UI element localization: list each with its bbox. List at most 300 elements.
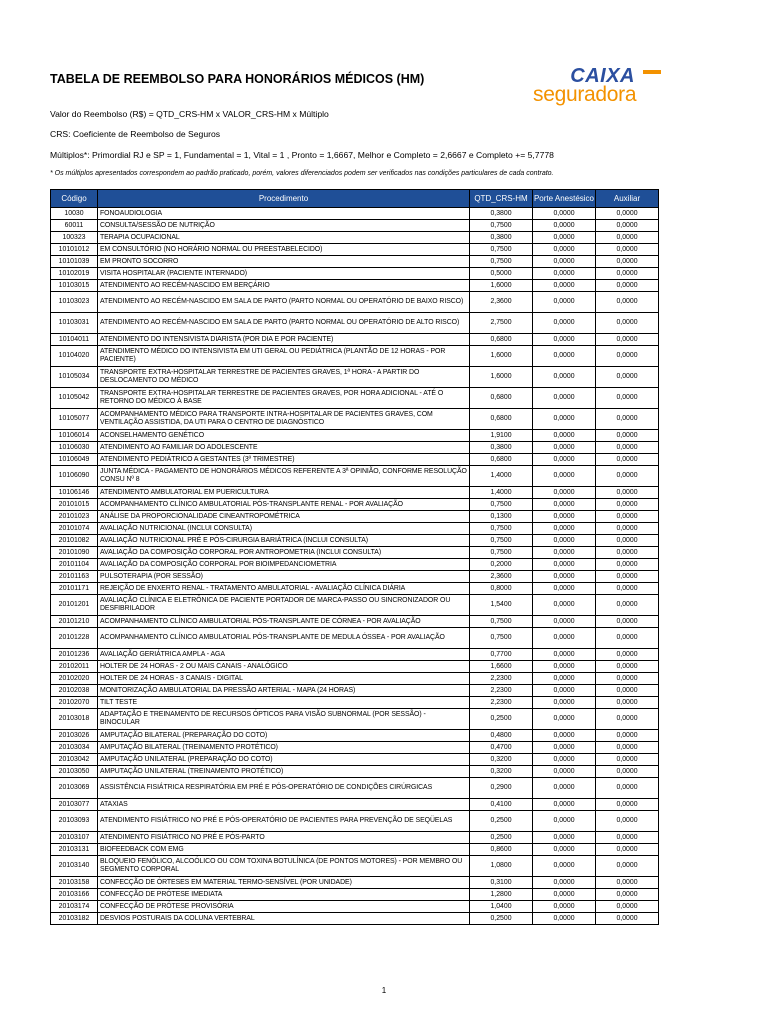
table-row [51, 559, 659, 571]
cell-procedimento: TILT TESTE [98, 697, 470, 709]
cell-porte-anestesico: 0,0000 [533, 244, 596, 256]
table-row [51, 208, 659, 220]
cell-procedimento: ATENDIMENTO FISIÁTRICO NO PRÉ E PÓS-OPERATÓRIO DE PACIENTES PARA PREVENÇÃO DE SEQÜELAS [98, 811, 470, 832]
cell-qtd-crs-hm: 0,6800 [470, 334, 533, 346]
table-row [51, 220, 659, 232]
cell-qtd-crs-hm: 0,4100 [470, 799, 533, 811]
cell-auxiliar: 0,0000 [596, 778, 659, 799]
cell-qtd-crs-hm: 0,3800 [470, 208, 533, 220]
cell-qtd-crs-hm: 1,6000 [470, 280, 533, 292]
table-row [51, 889, 659, 901]
cell-qtd-crs-hm: 1,2800 [470, 889, 533, 901]
table-row [51, 232, 659, 244]
table-row [51, 649, 659, 661]
cell-qtd-crs-hm: 2,3600 [470, 571, 533, 583]
cell-auxiliar: 0,0000 [596, 409, 659, 430]
cell-codigo: 20101015 [51, 499, 98, 511]
cell-porte-anestesico: 0,0000 [533, 778, 596, 799]
cell-codigo: 20103093 [51, 811, 98, 832]
cell-codigo: 20101201 [51, 595, 98, 616]
cell-porte-anestesico: 0,0000 [533, 709, 596, 730]
cell-qtd-crs-hm: 1,6600 [470, 661, 533, 673]
header-porte-anestesico: Porte Anestésico [533, 190, 596, 208]
table-row [51, 268, 659, 280]
cell-procedimento: PULSOTERAPIA (POR SESSÃO) [98, 571, 470, 583]
cell-auxiliar: 0,0000 [596, 232, 659, 244]
cell-procedimento: ATENDIMENTO AMBULATORIAL EM PUERICULTURA [98, 487, 470, 499]
cell-auxiliar: 0,0000 [596, 388, 659, 409]
cell-codigo: 10106146 [51, 487, 98, 499]
table-header-row [51, 190, 659, 208]
cell-porte-anestesico: 0,0000 [533, 523, 596, 535]
cell-codigo: 10106014 [51, 430, 98, 442]
caixa-seguradora-logo [533, 66, 663, 110]
cell-porte-anestesico: 0,0000 [533, 742, 596, 754]
table-row [51, 367, 659, 388]
cell-auxiliar: 0,0000 [596, 856, 659, 877]
cell-codigo: 10104020 [51, 346, 98, 367]
table-row [51, 583, 659, 595]
cell-procedimento: ACOMPANHAMENTO CLÍNICO AMBULATORIAL PÓS-TRANSPLANTE DE MEDULA ÓSSEA - POR AVALIAÇÃO [98, 628, 470, 649]
cell-procedimento: AMPUTAÇÃO BILATERAL (TREINAMENTO PROTÉTICO) [98, 742, 470, 754]
cell-qtd-crs-hm: 0,5000 [470, 268, 533, 280]
cell-qtd-crs-hm: 0,7500 [470, 523, 533, 535]
multipliers-line: Múltiplos*: Primordial RJ e SP = 1, Fundamental = 1, Vital = 1 , Pronto = 1,6667, Melhor e Completo = 2,6667 e Completo += 5,7778 [50, 150, 554, 160]
cell-qtd-crs-hm: 0,2500 [470, 709, 533, 730]
cell-codigo: 20102038 [51, 685, 98, 697]
cell-qtd-crs-hm: 2,2300 [470, 697, 533, 709]
cell-porte-anestesico: 0,0000 [533, 730, 596, 742]
cell-codigo: 10105077 [51, 409, 98, 430]
cell-auxiliar: 0,0000 [596, 901, 659, 913]
table-body [51, 208, 659, 925]
cell-qtd-crs-hm: 0,6800 [470, 388, 533, 409]
table-row [51, 811, 659, 832]
cell-auxiliar: 0,0000 [596, 697, 659, 709]
cell-procedimento: CONFECÇÃO DE ÓRTESES EM MATERIAL TERMO-SENSÍVEL (POR UNIDADE) [98, 877, 470, 889]
cell-qtd-crs-hm: 0,3200 [470, 754, 533, 766]
table-row [51, 511, 659, 523]
cell-qtd-crs-hm: 0,8600 [470, 844, 533, 856]
cell-procedimento: ASSISTÊNCIA FISIÁTRICA RESPIRATÓRIA EM PRÉ E PÓS-OPERATÓRIO DE CONDIÇÕES CIRÚRGICAS [98, 778, 470, 799]
table-row [51, 280, 659, 292]
cell-procedimento: ATAXIAS [98, 799, 470, 811]
cell-procedimento: BLOQUEIO FENÓLICO, ALCOÓLICO OU COM TOXINA BOTULÍNICA (DE PONTOS MOTORES) - POR MEMBRO OU SEGMENTO CORPORAL [98, 856, 470, 877]
cell-procedimento: ATENDIMENTO AO RECÉM-NASCIDO EM BERÇÁRIO [98, 280, 470, 292]
cell-porte-anestesico: 0,0000 [533, 571, 596, 583]
cell-procedimento: EM PRONTO SOCORRO [98, 256, 470, 268]
cell-qtd-crs-hm: 1,5400 [470, 595, 533, 616]
cell-codigo: 60011 [51, 220, 98, 232]
cell-procedimento: TERAPIA OCUPACIONAL [98, 232, 470, 244]
cell-qtd-crs-hm: 0,7700 [470, 649, 533, 661]
table-row [51, 913, 659, 925]
cell-auxiliar: 0,0000 [596, 913, 659, 925]
cell-qtd-crs-hm: 2,3600 [470, 292, 533, 313]
cell-procedimento: ACONSELHAMENTO GENÉTICO [98, 430, 470, 442]
table-row [51, 709, 659, 730]
cell-qtd-crs-hm: 0,4800 [470, 730, 533, 742]
cell-procedimento: ADAPTAÇÃO E TREINAMENTO DE RECURSOS ÓPTICOS PARA VISÃO SUBNORMAL (POR SESSÃO) - BINOCULAR [98, 709, 470, 730]
cell-porte-anestesico: 0,0000 [533, 628, 596, 649]
cell-codigo: 10106090 [51, 466, 98, 487]
cell-codigo: 20103107 [51, 832, 98, 844]
cell-porte-anestesico: 0,0000 [533, 844, 596, 856]
table-row [51, 535, 659, 547]
table-row [51, 454, 659, 466]
cell-qtd-crs-hm: 1,4000 [470, 487, 533, 499]
cell-auxiliar: 0,0000 [596, 334, 659, 346]
cell-qtd-crs-hm: 0,7500 [470, 256, 533, 268]
cell-auxiliar: 0,0000 [596, 754, 659, 766]
cell-procedimento: AVALIAÇÃO CLÍNICA E ELETRÔNICA DE PACIENTE PORTADOR DE MARCA-PASSO OU SINCRONIZADOR OU DESFIBRILADOR [98, 595, 470, 616]
cell-qtd-crs-hm: 0,1300 [470, 511, 533, 523]
cell-porte-anestesico: 0,0000 [533, 268, 596, 280]
cell-codigo: 20101082 [51, 535, 98, 547]
cell-porte-anestesico: 0,0000 [533, 313, 596, 334]
logo-caixa-text: CAIXA [570, 65, 635, 87]
cell-porte-anestesico: 0,0000 [533, 346, 596, 367]
table-row [51, 730, 659, 742]
cell-porte-anestesico: 0,0000 [533, 208, 596, 220]
cell-codigo: 10103023 [51, 292, 98, 313]
cell-porte-anestesico: 0,0000 [533, 901, 596, 913]
cell-auxiliar: 0,0000 [596, 256, 659, 268]
cell-auxiliar: 0,0000 [596, 685, 659, 697]
header-qtd-crs-hm: QTD_CRS-HM [470, 190, 533, 208]
cell-qtd-crs-hm: 1,0400 [470, 901, 533, 913]
cell-procedimento: ACOMPANHAMENTO CLÍNICO AMBULATORIAL PÓS-TRANSPLANTE RENAL - POR AVALIAÇÃO [98, 499, 470, 511]
cell-qtd-crs-hm: 0,2500 [470, 832, 533, 844]
cell-procedimento: VISITA HOSPITALAR (PACIENTE INTERNADO) [98, 268, 470, 280]
reimbursement-table [50, 189, 659, 925]
cell-procedimento: AVALIAÇÃO NUTRICIONAL PRÉ E PÓS-CIRURGIA BARIÁTRICA (INCLUI CONSULTA) [98, 535, 470, 547]
table-row [51, 697, 659, 709]
cell-codigo: 20103182 [51, 913, 98, 925]
cell-porte-anestesico: 0,0000 [533, 559, 596, 571]
cell-procedimento: HOLTER DE 24 HORAS - 3 CANAIS - DIGITAL [98, 673, 470, 685]
cell-porte-anestesico: 0,0000 [533, 388, 596, 409]
cell-procedimento: MONITORIZAÇÃO AMBULATORIAL DA PRESSÃO ARTERIAL - MAPA (24 HORAS) [98, 685, 470, 697]
cell-procedimento: BIOFEEDBACK COM EMG [98, 844, 470, 856]
cell-procedimento: REJEIÇÃO DE ENXERTO RENAL - TRATAMENTO AMBULATORIAL - AVALIAÇÃO CLÍNICA DIÁRIA [98, 583, 470, 595]
cell-procedimento: JUNTA MÉDICA - PAGAMENTO DE HONORÁRIOS MÉDICOS REFERENTE A 3ª OPINIÃO, CONFORME RESOLUÇÃO CONSU Nº 8 [98, 466, 470, 487]
cell-qtd-crs-hm: 0,7500 [470, 616, 533, 628]
header-codigo: Código [51, 190, 98, 208]
cell-auxiliar: 0,0000 [596, 559, 659, 571]
cell-procedimento: ATENDIMENTO FISIÁTRICO NO PRÉ E PÓS-PARTO [98, 832, 470, 844]
cell-porte-anestesico: 0,0000 [533, 409, 596, 430]
cell-porte-anestesico: 0,0000 [533, 466, 596, 487]
cell-auxiliar: 0,0000 [596, 616, 659, 628]
cell-qtd-crs-hm: 1,9100 [470, 430, 533, 442]
table-row [51, 487, 659, 499]
cell-qtd-crs-hm: 1,6000 [470, 367, 533, 388]
cell-auxiliar: 0,0000 [596, 661, 659, 673]
table-row [51, 499, 659, 511]
cell-qtd-crs-hm: 0,6800 [470, 409, 533, 430]
cell-codigo: 100323 [51, 232, 98, 244]
cell-procedimento: ATENDIMENTO DO INTENSIVISTA DIARISTA (POR DIA E POR PACIENTE) [98, 334, 470, 346]
table-row [51, 832, 659, 844]
cell-codigo: 20103026 [51, 730, 98, 742]
cell-auxiliar: 0,0000 [596, 523, 659, 535]
cell-auxiliar: 0,0000 [596, 313, 659, 334]
cell-porte-anestesico: 0,0000 [533, 832, 596, 844]
cell-qtd-crs-hm: 0,7500 [470, 547, 533, 559]
cell-codigo: 10101012 [51, 244, 98, 256]
cell-codigo: 10103015 [51, 280, 98, 292]
cell-codigo: 20101104 [51, 559, 98, 571]
cell-porte-anestesico: 0,0000 [533, 430, 596, 442]
table-row [51, 244, 659, 256]
cell-auxiliar: 0,0000 [596, 292, 659, 313]
cell-auxiliar: 0,0000 [596, 766, 659, 778]
cell-porte-anestesico: 0,0000 [533, 334, 596, 346]
cell-codigo: 20103158 [51, 877, 98, 889]
cell-codigo: 20103131 [51, 844, 98, 856]
cell-qtd-crs-hm: 1,0800 [470, 856, 533, 877]
cell-procedimento: TRANSPORTE EXTRA-HOSPITALAR TERRESTRE DE PACIENTES GRAVES, POR HORA ADICIONAL - ATÉ O RETORNO DO MÉDICO À BASE [98, 388, 470, 409]
cell-codigo: 20103174 [51, 901, 98, 913]
cell-auxiliar: 0,0000 [596, 547, 659, 559]
cell-codigo: 20101074 [51, 523, 98, 535]
cell-procedimento: ATENDIMENTO AO RECÉM-NASCIDO EM SALA DE PARTO (PARTO NORMAL OU OPERATÓRIO DE ALTO RISCO) [98, 313, 470, 334]
cell-auxiliar: 0,0000 [596, 877, 659, 889]
cell-porte-anestesico: 0,0000 [533, 535, 596, 547]
cell-auxiliar: 0,0000 [596, 280, 659, 292]
cell-procedimento: EM CONSULTÓRIO (NO HORÁRIO NORMAL OU PREESTABELECIDO) [98, 244, 470, 256]
cell-procedimento: AMPUTAÇÃO UNILATERAL (PREPARAÇÃO DO COTO) [98, 754, 470, 766]
cell-codigo: 20103042 [51, 754, 98, 766]
cell-codigo: 20103018 [51, 709, 98, 730]
cell-porte-anestesico: 0,0000 [533, 454, 596, 466]
cell-procedimento: HOLTER DE 24 HORAS - 2 OU MAIS CANAIS - ANALÓGICO [98, 661, 470, 673]
cell-porte-anestesico: 0,0000 [533, 583, 596, 595]
table-row [51, 466, 659, 487]
crs-definition: CRS: Coeficiente de Reembolso de Seguros [50, 129, 221, 139]
cell-auxiliar: 0,0000 [596, 454, 659, 466]
cell-codigo: 20103050 [51, 766, 98, 778]
cell-auxiliar: 0,0000 [596, 511, 659, 523]
cell-procedimento: FONOAUDIOLOGIA [98, 208, 470, 220]
cell-codigo: 20103077 [51, 799, 98, 811]
cell-auxiliar: 0,0000 [596, 709, 659, 730]
cell-procedimento: ACOMPANHAMENTO CLÍNICO AMBULATORIAL PÓS-TRANSPLANTE DE CÓRNEA - POR AVALIAÇÃO [98, 616, 470, 628]
cell-procedimento: AVALIAÇÃO DA COMPOSIÇÃO CORPORAL POR BIOIMPEDANCIOMETRIA [98, 559, 470, 571]
cell-porte-anestesico: 0,0000 [533, 367, 596, 388]
cell-qtd-crs-hm: 0,7500 [470, 535, 533, 547]
formula-line: Valor do Reembolso (R$) = QTD_CRS-HM x VALOR_CRS-HM x Múltiplo [50, 109, 329, 119]
cell-procedimento: CONSULTA/SESSÃO DE NUTRIÇÃO [98, 220, 470, 232]
cell-codigo: 20101228 [51, 628, 98, 649]
cell-porte-anestesico: 0,0000 [533, 499, 596, 511]
cell-procedimento: DESVIOS POSTURAIS DA COLUNA VERTEBRAL [98, 913, 470, 925]
cell-codigo: 20102011 [51, 661, 98, 673]
cell-porte-anestesico: 0,0000 [533, 913, 596, 925]
cell-porte-anestesico: 0,0000 [533, 280, 596, 292]
cell-codigo: 20103034 [51, 742, 98, 754]
cell-porte-anestesico: 0,0000 [533, 877, 596, 889]
cell-auxiliar: 0,0000 [596, 649, 659, 661]
cell-porte-anestesico: 0,0000 [533, 856, 596, 877]
cell-auxiliar: 0,0000 [596, 499, 659, 511]
table-row [51, 754, 659, 766]
cell-qtd-crs-hm: 0,2500 [470, 913, 533, 925]
cell-codigo: 10106049 [51, 454, 98, 466]
cell-qtd-crs-hm: 0,2500 [470, 811, 533, 832]
cell-auxiliar: 0,0000 [596, 208, 659, 220]
table-row [51, 628, 659, 649]
table-row [51, 616, 659, 628]
table-row [51, 547, 659, 559]
table-row [51, 685, 659, 697]
table-row [51, 442, 659, 454]
cell-auxiliar: 0,0000 [596, 628, 659, 649]
cell-codigo: 10030 [51, 208, 98, 220]
cell-procedimento: AMPUTAÇÃO BILATERAL (PREPARAÇÃO DO COTO) [98, 730, 470, 742]
cell-codigo: 10105034 [51, 367, 98, 388]
cell-codigo: 20101210 [51, 616, 98, 628]
cell-qtd-crs-hm: 0,2000 [470, 559, 533, 571]
cell-auxiliar: 0,0000 [596, 571, 659, 583]
cell-porte-anestesico: 0,0000 [533, 292, 596, 313]
footnote: * Os múltiplos apresentados correspondem ao padrão praticado, porém, valores diferenciados podem ser verificados nas condições particulares de cada contrato. [50, 170, 554, 177]
cell-porte-anestesico: 0,0000 [533, 811, 596, 832]
cell-codigo: 10103031 [51, 313, 98, 334]
cell-qtd-crs-hm: 0,2900 [470, 778, 533, 799]
cell-auxiliar: 0,0000 [596, 799, 659, 811]
cell-qtd-crs-hm: 0,7500 [470, 244, 533, 256]
cell-codigo: 10105042 [51, 388, 98, 409]
cell-porte-anestesico: 0,0000 [533, 649, 596, 661]
table-row [51, 595, 659, 616]
cell-porte-anestesico: 0,0000 [533, 889, 596, 901]
cell-qtd-crs-hm: 0,3800 [470, 442, 533, 454]
cell-auxiliar: 0,0000 [596, 442, 659, 454]
cell-porte-anestesico: 0,0000 [533, 487, 596, 499]
cell-procedimento: CONFECÇÃO DE PRÓTESE IMEDIATA [98, 889, 470, 901]
cell-procedimento: AMPUTAÇÃO UNILATERAL (TREINAMENTO PROTÉTICO) [98, 766, 470, 778]
cell-codigo: 20101023 [51, 511, 98, 523]
cell-porte-anestesico: 0,0000 [533, 661, 596, 673]
cell-auxiliar: 0,0000 [596, 595, 659, 616]
cell-auxiliar: 0,0000 [596, 583, 659, 595]
cell-procedimento: AVALIAÇÃO NUTRICIONAL (INCLUI CONSULTA) [98, 523, 470, 535]
cell-qtd-crs-hm: 2,2300 [470, 673, 533, 685]
cell-procedimento: AVALIAÇÃO DA COMPOSIÇÃO CORPORAL POR ANTROPOMETRIA (INCLUI CONSULTA) [98, 547, 470, 559]
cell-qtd-crs-hm: 1,4000 [470, 466, 533, 487]
table-row [51, 901, 659, 913]
table-row [51, 523, 659, 535]
logo-accent-bar [643, 70, 661, 74]
cell-procedimento: ACOMPANHAMENTO MÉDICO PARA TRANSPORTE INTRA-HOSPITALAR DE PACIENTES GRAVES, COM VENTILAÇÃO ASSISTIDA, DA UTI PARA O CENTRO DE DIAGNÓSTICO [98, 409, 470, 430]
cell-auxiliar: 0,0000 [596, 889, 659, 901]
cell-auxiliar: 0,0000 [596, 244, 659, 256]
table-row [51, 844, 659, 856]
table-row [51, 334, 659, 346]
cell-qtd-crs-hm: 1,6000 [470, 346, 533, 367]
cell-auxiliar: 0,0000 [596, 742, 659, 754]
table-row [51, 778, 659, 799]
cell-codigo: 20103140 [51, 856, 98, 877]
table-row [51, 799, 659, 811]
cell-codigo: 10101039 [51, 256, 98, 268]
table-row [51, 661, 659, 673]
cell-codigo: 20101236 [51, 649, 98, 661]
table-row [51, 856, 659, 877]
cell-auxiliar: 0,0000 [596, 673, 659, 685]
cell-codigo: 20101171 [51, 583, 98, 595]
cell-qtd-crs-hm: 0,4700 [470, 742, 533, 754]
cell-qtd-crs-hm: 2,2300 [470, 685, 533, 697]
cell-qtd-crs-hm: 0,7500 [470, 220, 533, 232]
cell-porte-anestesico: 0,0000 [533, 799, 596, 811]
cell-codigo: 10106030 [51, 442, 98, 454]
cell-procedimento: AVALIAÇÃO GERIÁTRICA AMPLA - AGA [98, 649, 470, 661]
cell-procedimento: ATENDIMENTO PEDIÁTRICO A GESTANTES (3º TRIMESTRE) [98, 454, 470, 466]
header-procedimento: Procedimento [98, 190, 470, 208]
cell-qtd-crs-hm: 2,7500 [470, 313, 533, 334]
table-row [51, 742, 659, 754]
table-row [51, 388, 659, 409]
cell-qtd-crs-hm: 0,7500 [470, 628, 533, 649]
cell-codigo: 10104011 [51, 334, 98, 346]
cell-qtd-crs-hm: 0,8000 [470, 583, 533, 595]
cell-porte-anestesico: 0,0000 [533, 766, 596, 778]
cell-qtd-crs-hm: 0,7500 [470, 499, 533, 511]
cell-codigo: 10102019 [51, 268, 98, 280]
table-row [51, 292, 659, 313]
cell-auxiliar: 0,0000 [596, 730, 659, 742]
cell-porte-anestesico: 0,0000 [533, 685, 596, 697]
cell-codigo: 20102020 [51, 673, 98, 685]
cell-auxiliar: 0,0000 [596, 832, 659, 844]
cell-auxiliar: 0,0000 [596, 487, 659, 499]
cell-porte-anestesico: 0,0000 [533, 616, 596, 628]
cell-auxiliar: 0,0000 [596, 466, 659, 487]
cell-auxiliar: 0,0000 [596, 220, 659, 232]
cell-codigo: 20103069 [51, 778, 98, 799]
table-row [51, 409, 659, 430]
cell-codigo: 20101090 [51, 547, 98, 559]
cell-auxiliar: 0,0000 [596, 268, 659, 280]
cell-qtd-crs-hm: 0,6800 [470, 454, 533, 466]
table-row [51, 430, 659, 442]
cell-auxiliar: 0,0000 [596, 535, 659, 547]
cell-codigo: 20101163 [51, 571, 98, 583]
cell-porte-anestesico: 0,0000 [533, 547, 596, 559]
cell-qtd-crs-hm: 0,3200 [470, 766, 533, 778]
cell-qtd-crs-hm: 0,3800 [470, 232, 533, 244]
page-title: TABELA DE REEMBOLSO PARA HONORÁRIOS MÉDICOS (HM) [50, 72, 425, 86]
table-row [51, 877, 659, 889]
cell-auxiliar: 0,0000 [596, 346, 659, 367]
cell-qtd-crs-hm: 0,3100 [470, 877, 533, 889]
cell-procedimento: TRANSPORTE EXTRA-HOSPITALAR TERRESTRE DE PACIENTES GRAVES, 1ª HORA - A PARTIR DO DESLOCAMENTO DO MÉDICO [98, 367, 470, 388]
cell-porte-anestesico: 0,0000 [533, 220, 596, 232]
cell-procedimento: ANÁLISE DA PROPORCIONALIDADE CINEANTROPOMÉTRICA [98, 511, 470, 523]
cell-codigo: 20102070 [51, 697, 98, 709]
header-auxiliar: Auxiliar [596, 190, 659, 208]
cell-porte-anestesico: 0,0000 [533, 232, 596, 244]
logo-seguradora-text: seguradora [533, 83, 637, 106]
cell-porte-anestesico: 0,0000 [533, 673, 596, 685]
cell-auxiliar: 0,0000 [596, 844, 659, 856]
table-row [51, 256, 659, 268]
cell-procedimento: ATENDIMENTO MÉDICO DO INTENSIVISTA EM UTI GERAL OU PEDIÁTRICA (PLANTÃO DE 12 HORAS - POR PACIENTE) [98, 346, 470, 367]
cell-porte-anestesico: 0,0000 [533, 442, 596, 454]
